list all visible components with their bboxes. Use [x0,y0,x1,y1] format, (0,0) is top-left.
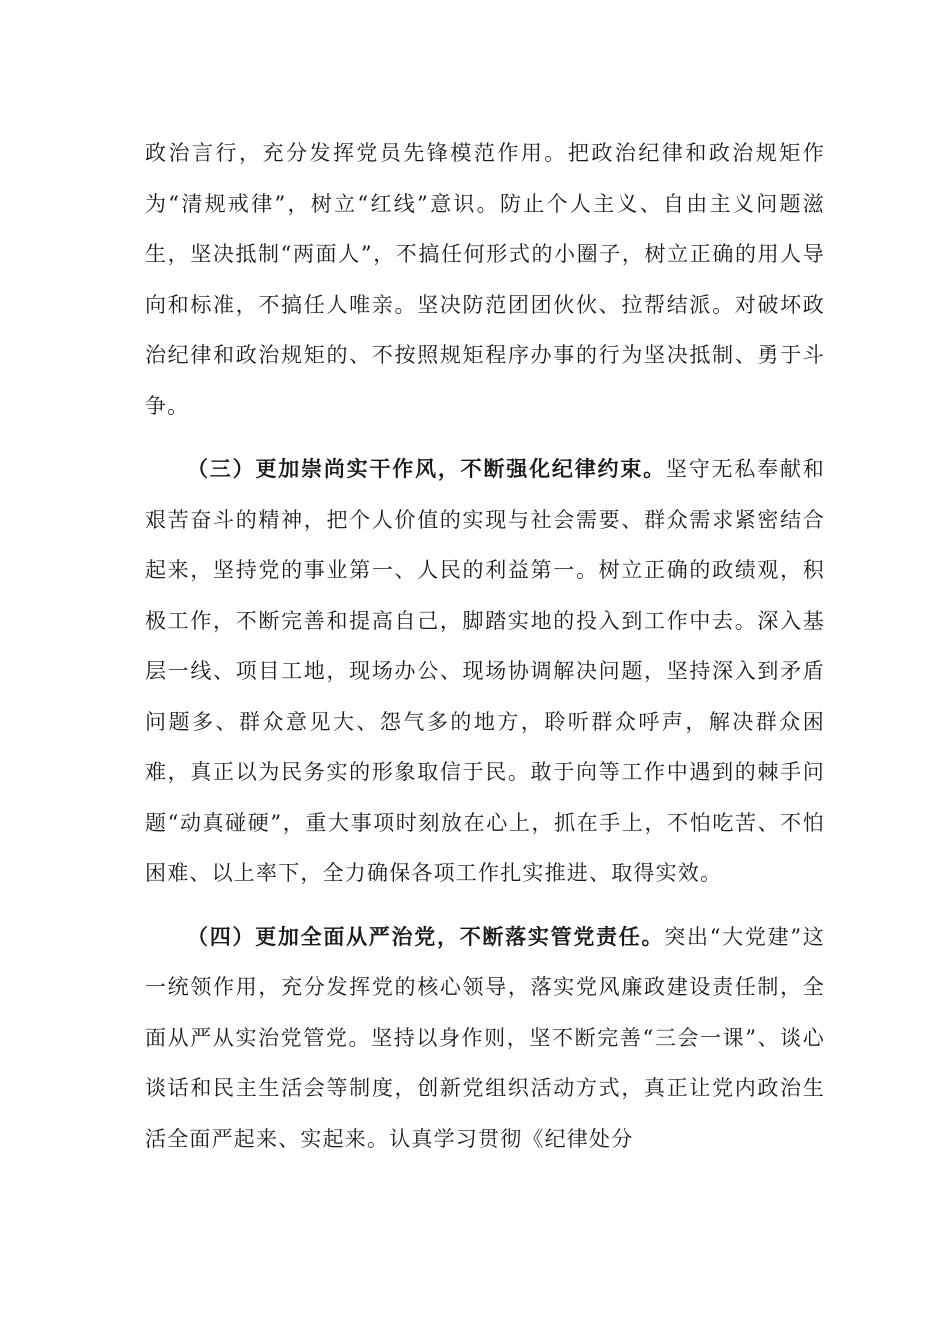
paragraph-section-4 [145,912,825,1165]
section-heading: （三）更加崇尚实干作风，不断强化纪律约束。 [187,457,666,481]
paragraph-section-3 [145,444,825,899]
paragraph-text: 突出“大党建”这一统领作用，充分发挥党的核心领导，落实党风廉政建设责任制，全面从严从实治党管党。坚持以身作则，坚不断完善“三会一课”、谈心谈话和民主生活会等制度，创新党组织活动方式，真正让党内政治生活全面严起来、实起来。认真学习贯彻《纪律处分 [145,924,826,1151]
paragraph-continuation [145,128,825,431]
document-body [145,128,825,1164]
paragraph-text: 政治言行，充分发挥党员先锋模范作用。把政治纪律和政治规矩作为“清规戒律”，树立“红线”意识。防止个人主义、自由主义问题滋生，坚决抵制“两面人”，不搞任何形式的小圈子，树立正确的用人导向和标准，不搞任人唯亲。坚决防范团团伙伙、拉帮结派。对破坏政治纪律和政治规矩的、不按照规矩程序办事的行为坚决抵制、勇于斗争。 [145,141,825,418]
paragraph-text: 坚守无私奉献和艰苦奋斗的精神，把个人价值的实现与社会需要、群众需求紧密结合起来，坚持党的事业第一、人民的利益第一。树立正确的政绩观，积极工作，不断完善和提高自己，脚踏实地的投入到工作中去。深入基层一线、项目工地，现场办公、现场协调解决问题，坚持深入到矛盾问题多、群众意见大、怨气多的地方，聆听群众呼声，解决群众困难，真正以为民务实的形象取信于民。敢于向等工作中遇到的棘手问题“动真碰硬”，重大事项时刻放在心上，抓在手上，不怕吃苦、不怕困难、以上率下，全力确保各项工作扎实推进、取得实效。 [145,457,825,885]
section-heading: （四）更加全面从严治党，不断落实管党责任。 [187,924,665,949]
